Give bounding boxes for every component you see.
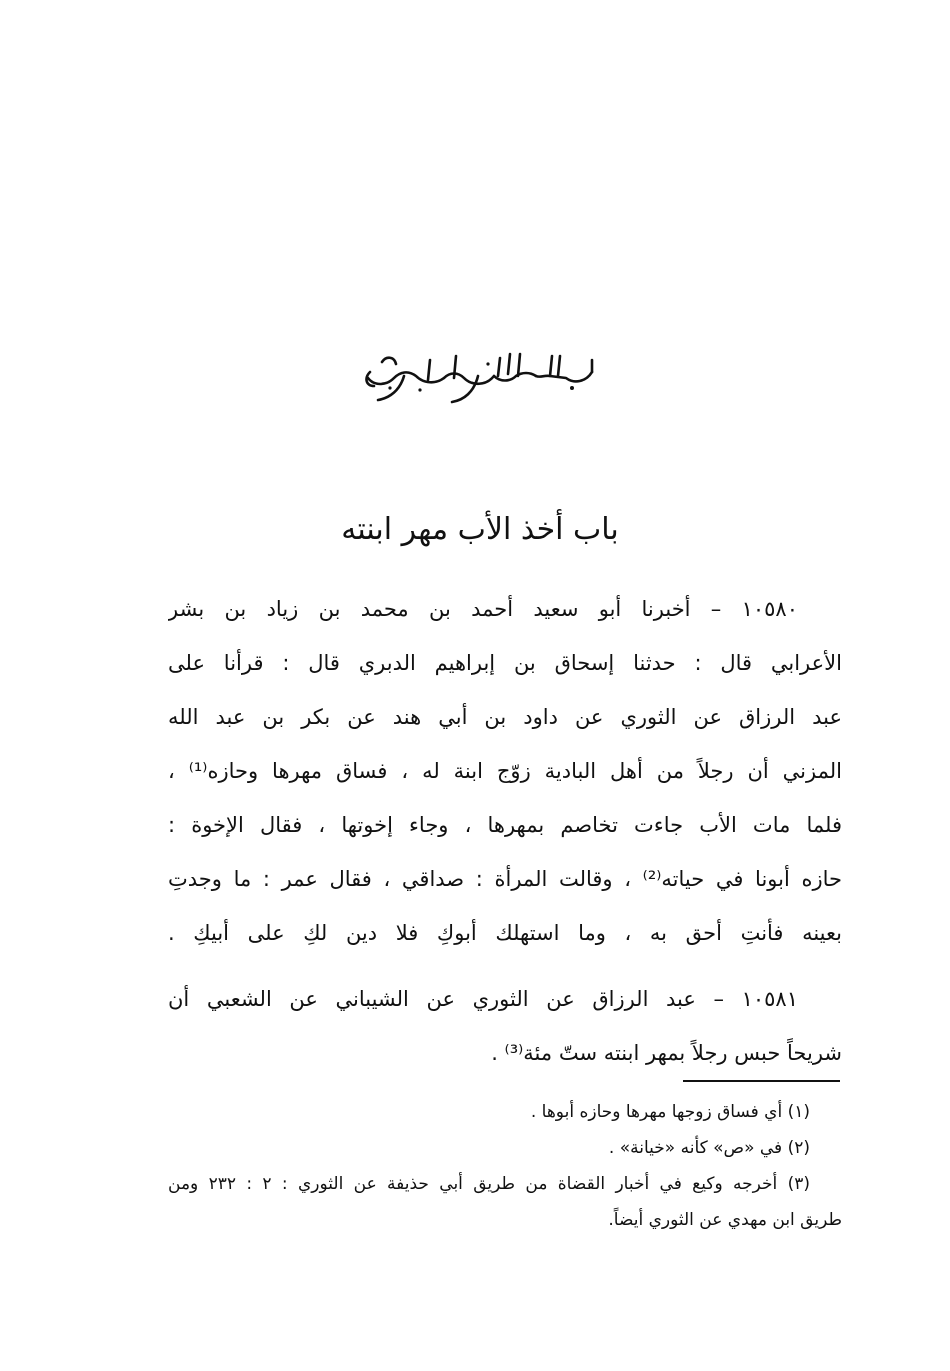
text-line: ١٠٥٨٠ – أخبرنا أبو سعيد أحمد بن محمد بن زياد بن بشر	[168, 597, 798, 621]
footnote-1: (١) أي فساق زوجها مهرها وحازه أبوها .	[530, 1102, 810, 1122]
text-line: بعينه فأنتِ أحق به ، وما استهلك أبوكِ فلا دين لكِ على أبيكِ .	[168, 921, 842, 945]
text-line: ١٠٥٨١ – عبد الرزاق عن الثوري عن الشيباني عن الشعبي أن	[168, 987, 798, 1011]
hadith-10581	[168, 972, 842, 1080]
text-line: الأعرابي قال : حدثنا إسحاق بن إبراهيم الدبري قال : قرأنا على	[168, 651, 842, 675]
footnotes	[168, 1094, 842, 1238]
footnote-3: (٣) أخرجه وكيع في أخبار القضاة من طريق أبي حذيفة عن الثوري : ٢ : ٢٣٢ ومن	[168, 1174, 810, 1194]
basmala-calligraphy-icon	[360, 342, 600, 412]
text-line: المزني أن رجلاً من أهل البادية زوّج ابنة له ، فساق مهرها وحازه⁽¹⁾ ،	[168, 759, 842, 783]
footnote-separator	[683, 1080, 840, 1082]
basmala-calligraphy	[360, 342, 600, 412]
hadith-10580	[168, 582, 842, 960]
chapter-title: باب أخذ الأب مهر ابنته	[341, 512, 619, 547]
text-line: شريحاً حبس رجلاً بمهر ابنته ستّ مئة⁽³⁾ .	[491, 1041, 842, 1065]
text-line: فلما مات الأب جاءت تخاصم بمهرها ، وجاء إخوتها ، فقال الإخوة :	[168, 813, 842, 837]
text-line: عبد الرزاق عن الثوري عن داود بن أبي هند عن بكر بن عبد الله	[168, 705, 842, 729]
text-line: حازه أبونا في حياته⁽²⁾ ، وقالت المرأة : صداقي ، فقال عمر : ما وجدتِ	[168, 867, 842, 891]
footnote-2: (٢) في «ص» كأنه «خيانة» .	[608, 1138, 810, 1158]
footnote-3-continued: طريق ابن مهدي عن الثوري أيضاً.	[608, 1210, 842, 1230]
